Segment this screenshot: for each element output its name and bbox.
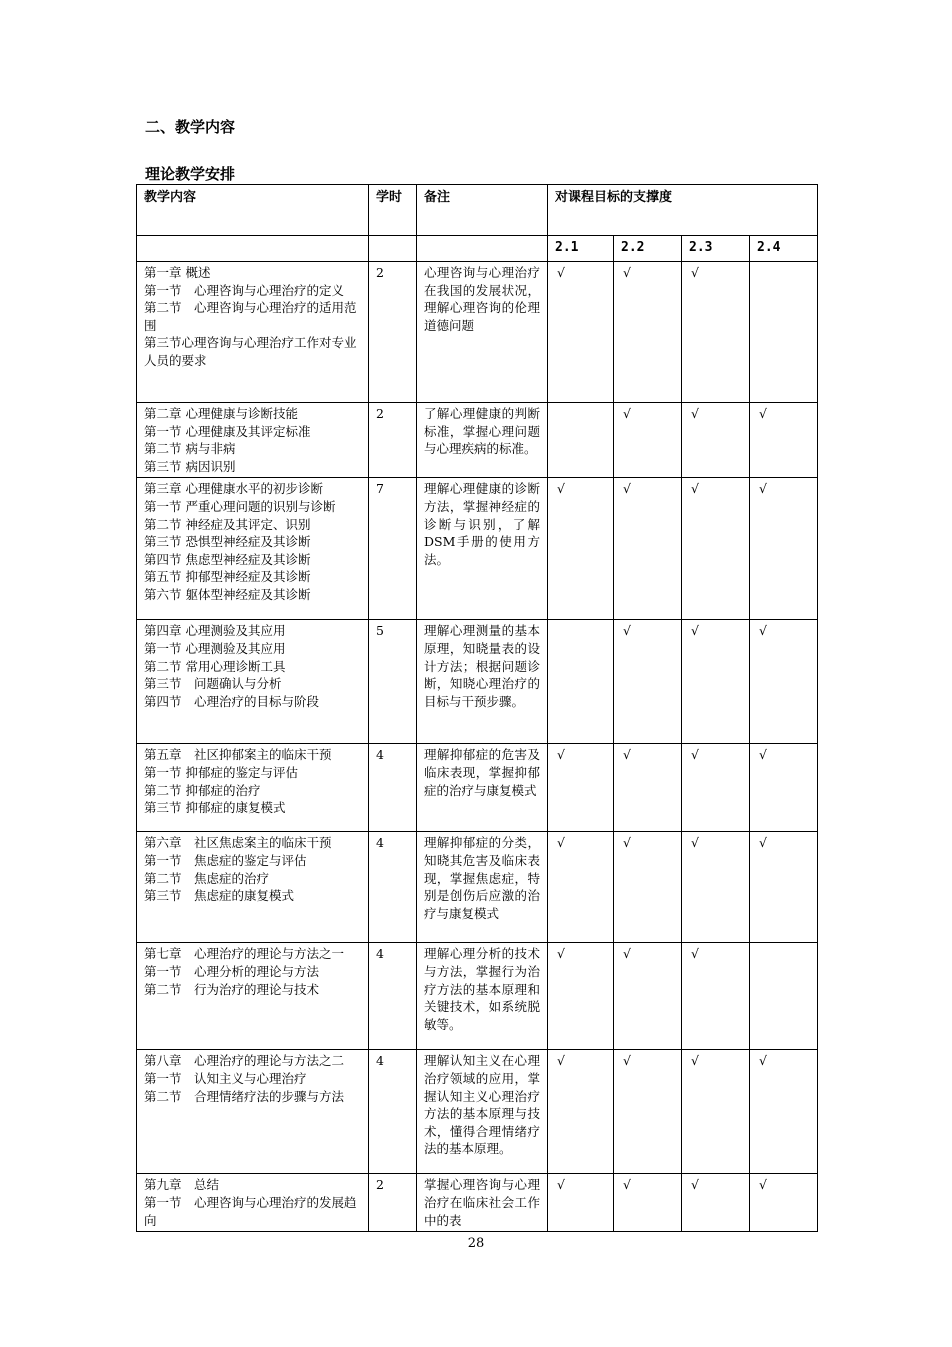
- chapter-line: 第二节 心理咨询与心理治疗的适用范围: [144, 300, 357, 333]
- chapter-content-cell: [137, 1050, 369, 1174]
- table-row: [137, 832, 818, 943]
- chapter-line: 第五节 抑郁型神经症及其诊断: [144, 569, 311, 585]
- chapter-line: 第三章 心理健康水平的初步诊断: [144, 481, 323, 497]
- chapter-line: 第一节 心理测验及其应用: [144, 640, 286, 656]
- chapter-line: 第二章 心理健康与诊断技能: [144, 406, 298, 421]
- chapter-content-cell: [137, 620, 369, 744]
- support-mark-cell: √: [682, 744, 750, 832]
- chapter-line: 第一节 心理咨询与心理治疗的发展趋向: [144, 1194, 357, 1228]
- subheader-empty: [417, 236, 548, 262]
- chapter-line: 第一节 心理咨询与心理治疗的定义: [144, 282, 345, 298]
- support-mark-cell: √: [614, 262, 682, 403]
- support-mark-cell: √: [750, 1174, 818, 1232]
- table-row: [137, 943, 818, 1050]
- header-content: 教学内容: [137, 185, 369, 236]
- header-support: 对课程目标的支撑度: [548, 185, 818, 236]
- support-mark-cell: √: [682, 262, 750, 403]
- chapter-line: 第一章 概述: [144, 265, 211, 280]
- chapter-line: 第一节 抑郁症的鉴定与评估: [144, 764, 298, 780]
- goal-column-2-3: 2.3: [682, 236, 750, 262]
- note-cell: 理解抑郁症的分类，知晓其危害及临床表现，掌握焦虑症，特别是创伤后应激的治疗与康复模式: [417, 832, 548, 943]
- support-mark-cell: √: [750, 403, 818, 478]
- table-row: [137, 620, 818, 744]
- chapter-line: 第一节 心理健康及其评定标准: [144, 423, 311, 439]
- chapter-line: 第三节 焦虑症的康复模式: [144, 888, 295, 904]
- chapter-content-cell: [137, 943, 369, 1050]
- note-cell: 心理咨询与心理治疗在我国的发展状况，理解心理咨询的伦理道德问题: [417, 262, 548, 403]
- goal-column-2-2: 2.2: [614, 236, 682, 262]
- chapter-content-cell: [137, 478, 369, 620]
- chapter-line: 第三节 病因识别: [144, 458, 236, 474]
- support-mark-cell: [750, 943, 818, 1050]
- chapter-line: 第六章 社区焦虑案主的临床干预: [144, 835, 332, 851]
- chapter-line: 第二节 神经症及其评定、识别: [144, 516, 311, 532]
- support-mark-cell: √: [682, 943, 750, 1050]
- chapter-line: 第二节 抑郁症的治疗: [144, 782, 261, 798]
- support-mark-cell: √: [682, 478, 750, 620]
- note-cell: 理解抑郁症的危害及临床表现，掌握抑郁症的治疗与康复模式: [417, 744, 548, 832]
- support-mark-cell: √: [682, 403, 750, 478]
- chapter-line: 第三节 问题确认与分析: [144, 676, 282, 692]
- support-mark-cell: √: [750, 744, 818, 832]
- support-mark-cell: √: [548, 832, 614, 943]
- chapter-line: 第二节 焦虑症的治疗: [144, 870, 270, 886]
- hours-cell: 2: [369, 403, 417, 478]
- hours-cell: 7: [369, 478, 417, 620]
- table-row: [137, 1050, 818, 1174]
- support-mark-cell: √: [614, 744, 682, 832]
- section-title: 二、教学内容: [145, 118, 236, 136]
- table-row: [137, 262, 818, 403]
- support-mark-cell: √: [614, 478, 682, 620]
- support-mark-cell: √: [614, 1174, 682, 1232]
- support-mark-cell: √: [548, 943, 614, 1050]
- hours-cell: 5: [369, 620, 417, 744]
- support-mark-cell: √: [548, 1174, 614, 1232]
- chapter-line: 第四章 心理测验及其应用: [144, 623, 286, 639]
- chapter-line: 第七章 心理治疗的理论与方法之一: [144, 946, 345, 962]
- header-note: 备注: [417, 185, 548, 236]
- support-mark-cell: √: [548, 1050, 614, 1174]
- header-hours: 学时: [369, 185, 417, 236]
- header-row: [137, 185, 818, 236]
- chapter-content-cell: [137, 403, 369, 478]
- goal-column-2-4: 2.4: [750, 236, 818, 262]
- support-mark-cell: √: [614, 1050, 682, 1174]
- subheader-empty: [137, 236, 369, 262]
- goal-column-2-1: 2.1: [548, 236, 614, 262]
- chapter-line: 第二节 病与非病: [144, 441, 236, 457]
- note-cell: 理解心理测量的基本原理，知晓量表的设计方法；根据问题诊断，知晓心理治疗的目标与干预步骤。: [417, 620, 548, 744]
- chapter-line: 第三节心理咨询与心理治疗工作对专业人员的要求: [144, 335, 357, 368]
- chapter-line: 第二节 合理情绪疗法的步骤与方法: [144, 1088, 345, 1104]
- note-cell: 掌握心理咨询与心理治疗在临床社会工作中的表: [417, 1174, 548, 1232]
- support-mark-cell: √: [614, 832, 682, 943]
- support-mark-cell: √: [548, 478, 614, 620]
- table-row: [137, 403, 818, 478]
- table-row: [137, 1174, 818, 1232]
- subsection-title: 理论教学安排: [145, 165, 236, 183]
- chapter-content-cell: [137, 744, 369, 832]
- support-mark-cell: [750, 262, 818, 403]
- support-mark-cell: √: [750, 832, 818, 943]
- chapter-line: 第三节 抑郁症的康复模式: [144, 800, 286, 816]
- support-mark-cell: √: [750, 620, 818, 744]
- chapter-line: 第一节 心理分析的理论与方法: [144, 963, 320, 979]
- chapter-line: 第一节 认知主义与心理治疗: [144, 1070, 307, 1086]
- chapter-line: 第二节 行为治疗的理论与技术: [144, 981, 320, 997]
- teaching-schedule-table: [136, 184, 818, 1232]
- chapter-line: 第六节 躯体型神经症及其诊断: [144, 586, 311, 602]
- support-mark-cell: [548, 620, 614, 744]
- hours-cell: 4: [369, 744, 417, 832]
- support-mark-cell: √: [682, 620, 750, 744]
- subheader-empty: [369, 236, 417, 262]
- table-row: [137, 478, 818, 620]
- hours-cell: 2: [369, 262, 417, 403]
- chapter-line: 第五章 社区抑郁案主的临床干预: [144, 747, 332, 763]
- support-mark-cell: √: [614, 403, 682, 478]
- chapter-line: 第二节 常用心理诊断工具: [144, 658, 286, 674]
- chapter-content-cell: [137, 832, 369, 943]
- support-mark-cell: √: [614, 943, 682, 1050]
- table-row: [137, 744, 818, 832]
- chapter-line: 第三节 恐惧型神经症及其诊断: [144, 534, 311, 550]
- chapter-content-cell: [137, 262, 369, 403]
- chapter-line: 第四节 焦虑型神经症及其诊断: [144, 551, 311, 567]
- chapter-line: 第一节 严重心理问题的识别与诊断: [144, 498, 336, 514]
- support-mark-cell: √: [548, 744, 614, 832]
- support-mark-cell: [548, 403, 614, 478]
- support-mark-cell: √: [614, 620, 682, 744]
- note-cell: 理解心理健康的诊断方法，掌握神经症的诊断与识别，了解DSM手册的使用方法。: [417, 478, 548, 620]
- support-mark-cell: √: [750, 1050, 818, 1174]
- hours-cell: 4: [369, 1050, 417, 1174]
- support-mark-cell: √: [750, 478, 818, 620]
- support-mark-cell: √: [682, 1174, 750, 1232]
- chapter-content-cell: [137, 1174, 369, 1232]
- chapter-line: 第九章 总结: [144, 1177, 220, 1193]
- chapter-line: 第八章 心理治疗的理论与方法之二: [144, 1053, 345, 1069]
- chapter-line: 第一节 焦虑症的鉴定与评估: [144, 852, 307, 868]
- subheader-row: [137, 236, 818, 262]
- note-cell: 了解心理健康的判断标准，掌握心理问题与心理疾病的标准。: [417, 403, 548, 478]
- note-cell: 理解认知主义在心理治疗领域的应用，掌握认知主义心理治疗方法的基本原理与技术，懂得合理情绪疗法的基本原理。: [417, 1050, 548, 1174]
- hours-cell: 2: [369, 1174, 417, 1232]
- support-mark-cell: √: [682, 1050, 750, 1174]
- support-mark-cell: √: [548, 262, 614, 403]
- hours-cell: 4: [369, 943, 417, 1050]
- chapter-line: 第四节 心理治疗的目标与阶段: [144, 693, 320, 709]
- page-number: 28: [467, 1236, 485, 1251]
- support-mark-cell: √: [682, 832, 750, 943]
- hours-cell: 4: [369, 832, 417, 943]
- note-cell: 理解心理分析的技术与方法，掌握行为治疗方法的基本原理和关键技术，如系统脱敏等。: [417, 943, 548, 1050]
